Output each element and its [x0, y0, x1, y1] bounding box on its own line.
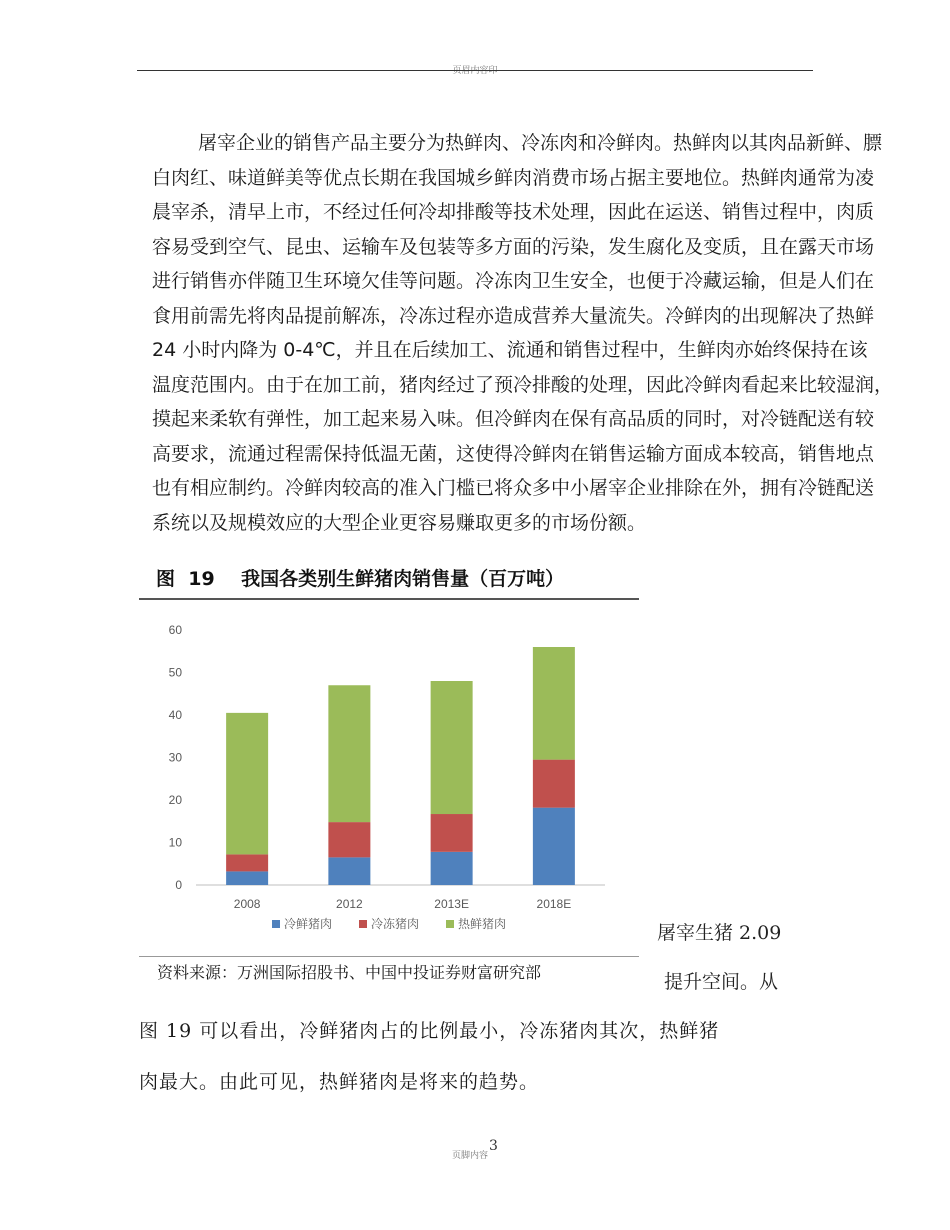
legend-swatch [272, 920, 280, 928]
source-divider [139, 956, 639, 957]
figure-source: 资料来源：万洲国际招股书、中国中投证券财富研究部 [157, 963, 542, 982]
bar-segment [328, 685, 370, 822]
figure-title-divider [139, 598, 639, 600]
paragraph-line: 晨宰杀，清早上市，不经过任何冷却排酸等技术处理，因此在运送、销售过程中，肉质 [152, 201, 875, 223]
y-tick-label: 30 [168, 750, 182, 765]
bar-segment [431, 852, 473, 885]
y-tick-label: 40 [168, 708, 182, 722]
x-tick-label: 2013E [434, 897, 469, 911]
body-paragraph [152, 126, 942, 540]
paragraph-line: 进行销售亦伴随卫生环境欠佳等问题。冷冻肉卫生安全，也便于冷藏运输，但是人们在 [152, 270, 875, 292]
bar-segment [328, 857, 370, 885]
paragraph-line: 屠宰企业的销售产品主要分为热鲜肉、冷冻肉和冷鲜肉。热鲜肉以其肉品新鲜、膘 [198, 132, 883, 154]
legend-swatch [359, 920, 367, 928]
stacked-bar-chart [150, 610, 620, 950]
body-text-fragment: 屠宰生猪 2.09 [657, 922, 782, 944]
bar-segment [431, 814, 473, 852]
legend-swatch [446, 920, 454, 928]
body-text-line: 图 19 可以看出，冷鲜猪肉占的比例最小，冷冻猪肉其次，热鲜猪 [139, 1020, 720, 1042]
chart-svg [150, 610, 620, 950]
x-tick-label: 2018E [536, 897, 572, 911]
body-text-fragment: 提升空间。从 [664, 971, 779, 993]
y-tick-label: 20 [168, 793, 182, 807]
bar-segment [431, 681, 473, 814]
y-tick-label: 50 [168, 665, 182, 680]
y-tick-label: 60 [168, 623, 182, 637]
legend-label: 冷鲜猪肉 [284, 917, 333, 931]
paragraph-line: 也有相应制约。冷鲜肉较高的准入门槛已将众多中小屠宰企业排除在外，拥有冷链配送 [152, 477, 875, 499]
bar-segment [226, 854, 268, 871]
bar-segment [533, 760, 575, 808]
figure-title: 图 19 我国各类别生鲜猪肉销售量（百万吨） [156, 568, 565, 590]
paragraph-line: 24 小时内降为 0-4℃，并且在后续加工、流通和销售过程中，生鲜肉亦始终保持在该 [152, 339, 868, 361]
paragraph-line: 高要求，流通过程需保持低温无菌，这使得冷鲜肉在销售运输方面成本较高，销售地点 [152, 442, 875, 465]
bar-segment [226, 713, 268, 855]
page-number: 3 [489, 1138, 498, 1154]
paragraph-line: 容易受到空气、昆虫、运输车及包装等多方面的污染，发生腐化及变质，且在露天市场 [152, 235, 875, 258]
paragraph-line: 食用前需先将肉品提前解冻，冷冻过程亦造成营养大量流失。冷鲜肉的出现解决了热鲜 [152, 304, 875, 327]
bar-segment [533, 647, 575, 760]
page-header-text: 页眉内容印 [452, 66, 498, 76]
y-tick-label: 0 [175, 878, 182, 892]
legend-label: 冷冻猪肉 [371, 917, 420, 931]
bar-segment [226, 871, 268, 885]
bar-segment [328, 822, 370, 857]
y-tick-label: 10 [168, 835, 182, 850]
paragraph-line: 系统以及规模效应的大型企业更容易赚取更多的市场份额。 [152, 511, 647, 534]
header-divider [137, 70, 813, 71]
x-tick-label: 2008 [233, 897, 261, 911]
bar-segment [533, 808, 575, 885]
body-text-line: 肉最大。由此可见，热鲜猪肉是将来的趋势。 [139, 1071, 540, 1093]
x-tick-label: 2012 [336, 897, 363, 911]
page-footer-text: 页脚内容 [452, 1151, 489, 1161]
paragraph-line: 摸起来柔软有弹性，加工起来易入味。但冷鲜肉在保有高品质的同时，对冷链配送有较 [152, 408, 875, 430]
paragraph-line: 温度范围内。由于在加工前，猪肉经过了预冷排酸的处理，因此冷鲜肉看起来比较湿润， [152, 373, 894, 396]
paragraph-line: 白肉红、味道鲜美等优点长期在我国城乡鲜肉消费市场占据主要地位。热鲜肉通常为凌 [152, 166, 875, 189]
legend-label: 热鲜猪肉 [458, 917, 507, 931]
